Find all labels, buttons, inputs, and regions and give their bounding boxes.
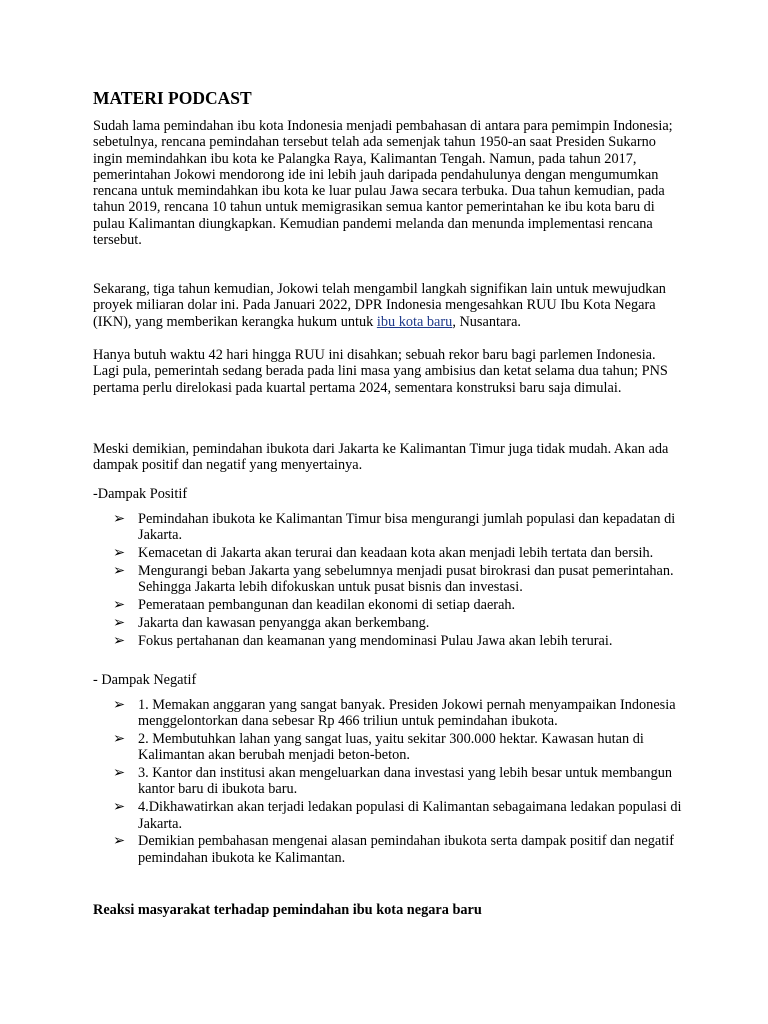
list-item — [93, 511, 683, 544]
list-item — [93, 615, 683, 631]
paragraph-impact-intro: Meski demikian, pemindahan ibukota dari Jakarta ke Kalimantan Timur juga tidak mudah. Akan ada dampak positif dan negatif yang menyertainya. — [93, 441, 669, 474]
list-item-text: Demikian pembahasan mengenai alasan pemindahan ibukota serta dampak positif dan negatif pemindahan ibukota ke Kalimantan. — [138, 833, 674, 866]
list-item — [93, 633, 683, 649]
arrow-bullet-icon: ➢ — [113, 511, 125, 527]
positive-impact-heading: -Dampak Positif — [93, 486, 188, 502]
arrow-bullet-icon: ➢ — [113, 731, 125, 748]
arrow-bullet-icon: ➢ — [113, 545, 125, 562]
list-item-text: Pemerataan pembangunan dan keadilan ekonomi di setiap daerah. — [138, 596, 516, 613]
arrow-bullet-icon: ➢ — [113, 562, 125, 579]
list-item — [93, 731, 683, 764]
arrow-bullet-icon: ➢ — [113, 765, 125, 782]
list-item-text: Fokus pertahanan dan keamanan yang mendominasi Pulau Jawa akan lebih terurai. — [138, 632, 613, 649]
ibu-kota-baru-link[interactable]: ibu kota baru — [376, 313, 453, 330]
paragraph-ikn-text: Sekarang, tiga tahun kemudian, Jokowi telah mengambil langkah signifikan lain untuk mewujudkan proyek miliaran dolar ini. Pada Januari 2022, DPR Indonesia mengesahkan RUU Ibu Kota Negara (IKN), yang memberikan kerangka hukum untuk — [93, 281, 666, 330]
list-item-text: 1. Memakan anggaran yang sangat banyak. Presiden Jokowi pernah menyampaikan Indonesia menggelontorkan dana sebesar Rp 466 triliun untuk pemindahan ibukota. — [138, 697, 676, 730]
list-item — [93, 545, 683, 561]
list-item-text: 2. Membutuhkan lahan yang sangat luas, yaitu sekitar 300.000 hektar. Kawasan hutan di Kalimantan akan berubah menjadi beton-beton. — [138, 731, 644, 764]
list-item — [93, 765, 683, 798]
list-item — [93, 799, 683, 832]
negative-impact-heading: - Dampak Negatif — [93, 672, 197, 688]
list-item — [93, 833, 683, 866]
paragraph-ikn — [93, 281, 683, 330]
paragraph-timeline: Hanya butuh waktu 42 hari hingga RUU ini disahkan; sebuah rekor baru bagi parlemen Indonesia. Lagi pula, pemerintah sedang berada pada lini masa yang ambisius dan ketat selama dua tahun; PNS pertama perlu direlokasi pada kuartal pertama 2024, sementara konstruksi baru saja dimulai. — [93, 347, 668, 396]
paragraph-intro: Sudah lama pemindahan ibu kota Indonesia menjadi pembahasan di antara para pemimpin Indonesia; sebetulnya, rencana pemindahan tersebut telah ada semenjak tahun 1950-an saat Presiden Sukarno ingin memindahkan ibu kota ke Palangka Raya, Kalimantan Tengah. Namun, pada tahun 2017, pemerintahan Jokowi mendorong ide ini lebih jauh daripada pendahulunya dengan mengumumkan rencana untuk memindahkan ibu kota ke luar pulau Jawa secara terbuka. Dua tahun kemudian, pada tahun 2019, rencana 10 tahun untuk memigrasikan semua kantor pemerintahan ke ibu kota baru di pulau Kalimantan diungkapkan. Kemudian pandemi melanda dan menunda implementasi rencana tersebut. — [93, 118, 673, 249]
list-item-text: Mengurangi beban Jakarta yang sebelumnya menjadi pusat birokrasi dan pusat pemerintahan. Sehingga Jakarta lebih difokuskan untuk pusat bisnis dan investasi. — [138, 562, 674, 596]
section-heading: Reaksi masyarakat terhadap pemindahan ibu kota negara baru — [93, 902, 482, 918]
list-item — [93, 697, 683, 730]
list-item — [93, 597, 683, 613]
arrow-bullet-icon: ➢ — [113, 632, 125, 649]
arrow-bullet-icon: ➢ — [113, 596, 125, 613]
arrow-bullet-icon: ➢ — [113, 799, 125, 816]
list-item-text: 4.Dikhawatirkan akan terjadi ledakan populasi di Kalimantan sebagaimana ledakan populasi di Jakarta. — [138, 799, 682, 832]
list-item-text: 3. Kantor dan institusi akan mengeluarkan dana investasi yang lebih besar untuk membangun kantor baru di ibukota baru. — [138, 765, 673, 798]
arrow-bullet-icon: ➢ — [113, 833, 125, 850]
list-item-text: Kemacetan di Jakarta akan terurai dan keadaan kota akan menjadi lebih tertata dan bersih. — [138, 545, 654, 562]
negative-impact-list — [93, 697, 683, 867]
list-item-text: Jakarta dan kawasan penyangga akan berkembang. — [138, 614, 430, 631]
arrow-bullet-icon: ➢ — [113, 614, 125, 631]
list-item-text: Pemindahan ibukota ke Kalimantan Timur bisa mengurangi jumlah populasi dan kepadatan di Jakarta. — [138, 511, 676, 544]
paragraph-ikn-tail: , Nusantara. — [452, 313, 521, 330]
arrow-bullet-icon: ➢ — [113, 697, 125, 713]
document-title: MATERI PODCAST — [93, 88, 252, 108]
list-item — [93, 563, 683, 596]
positive-impact-list — [93, 511, 683, 650]
